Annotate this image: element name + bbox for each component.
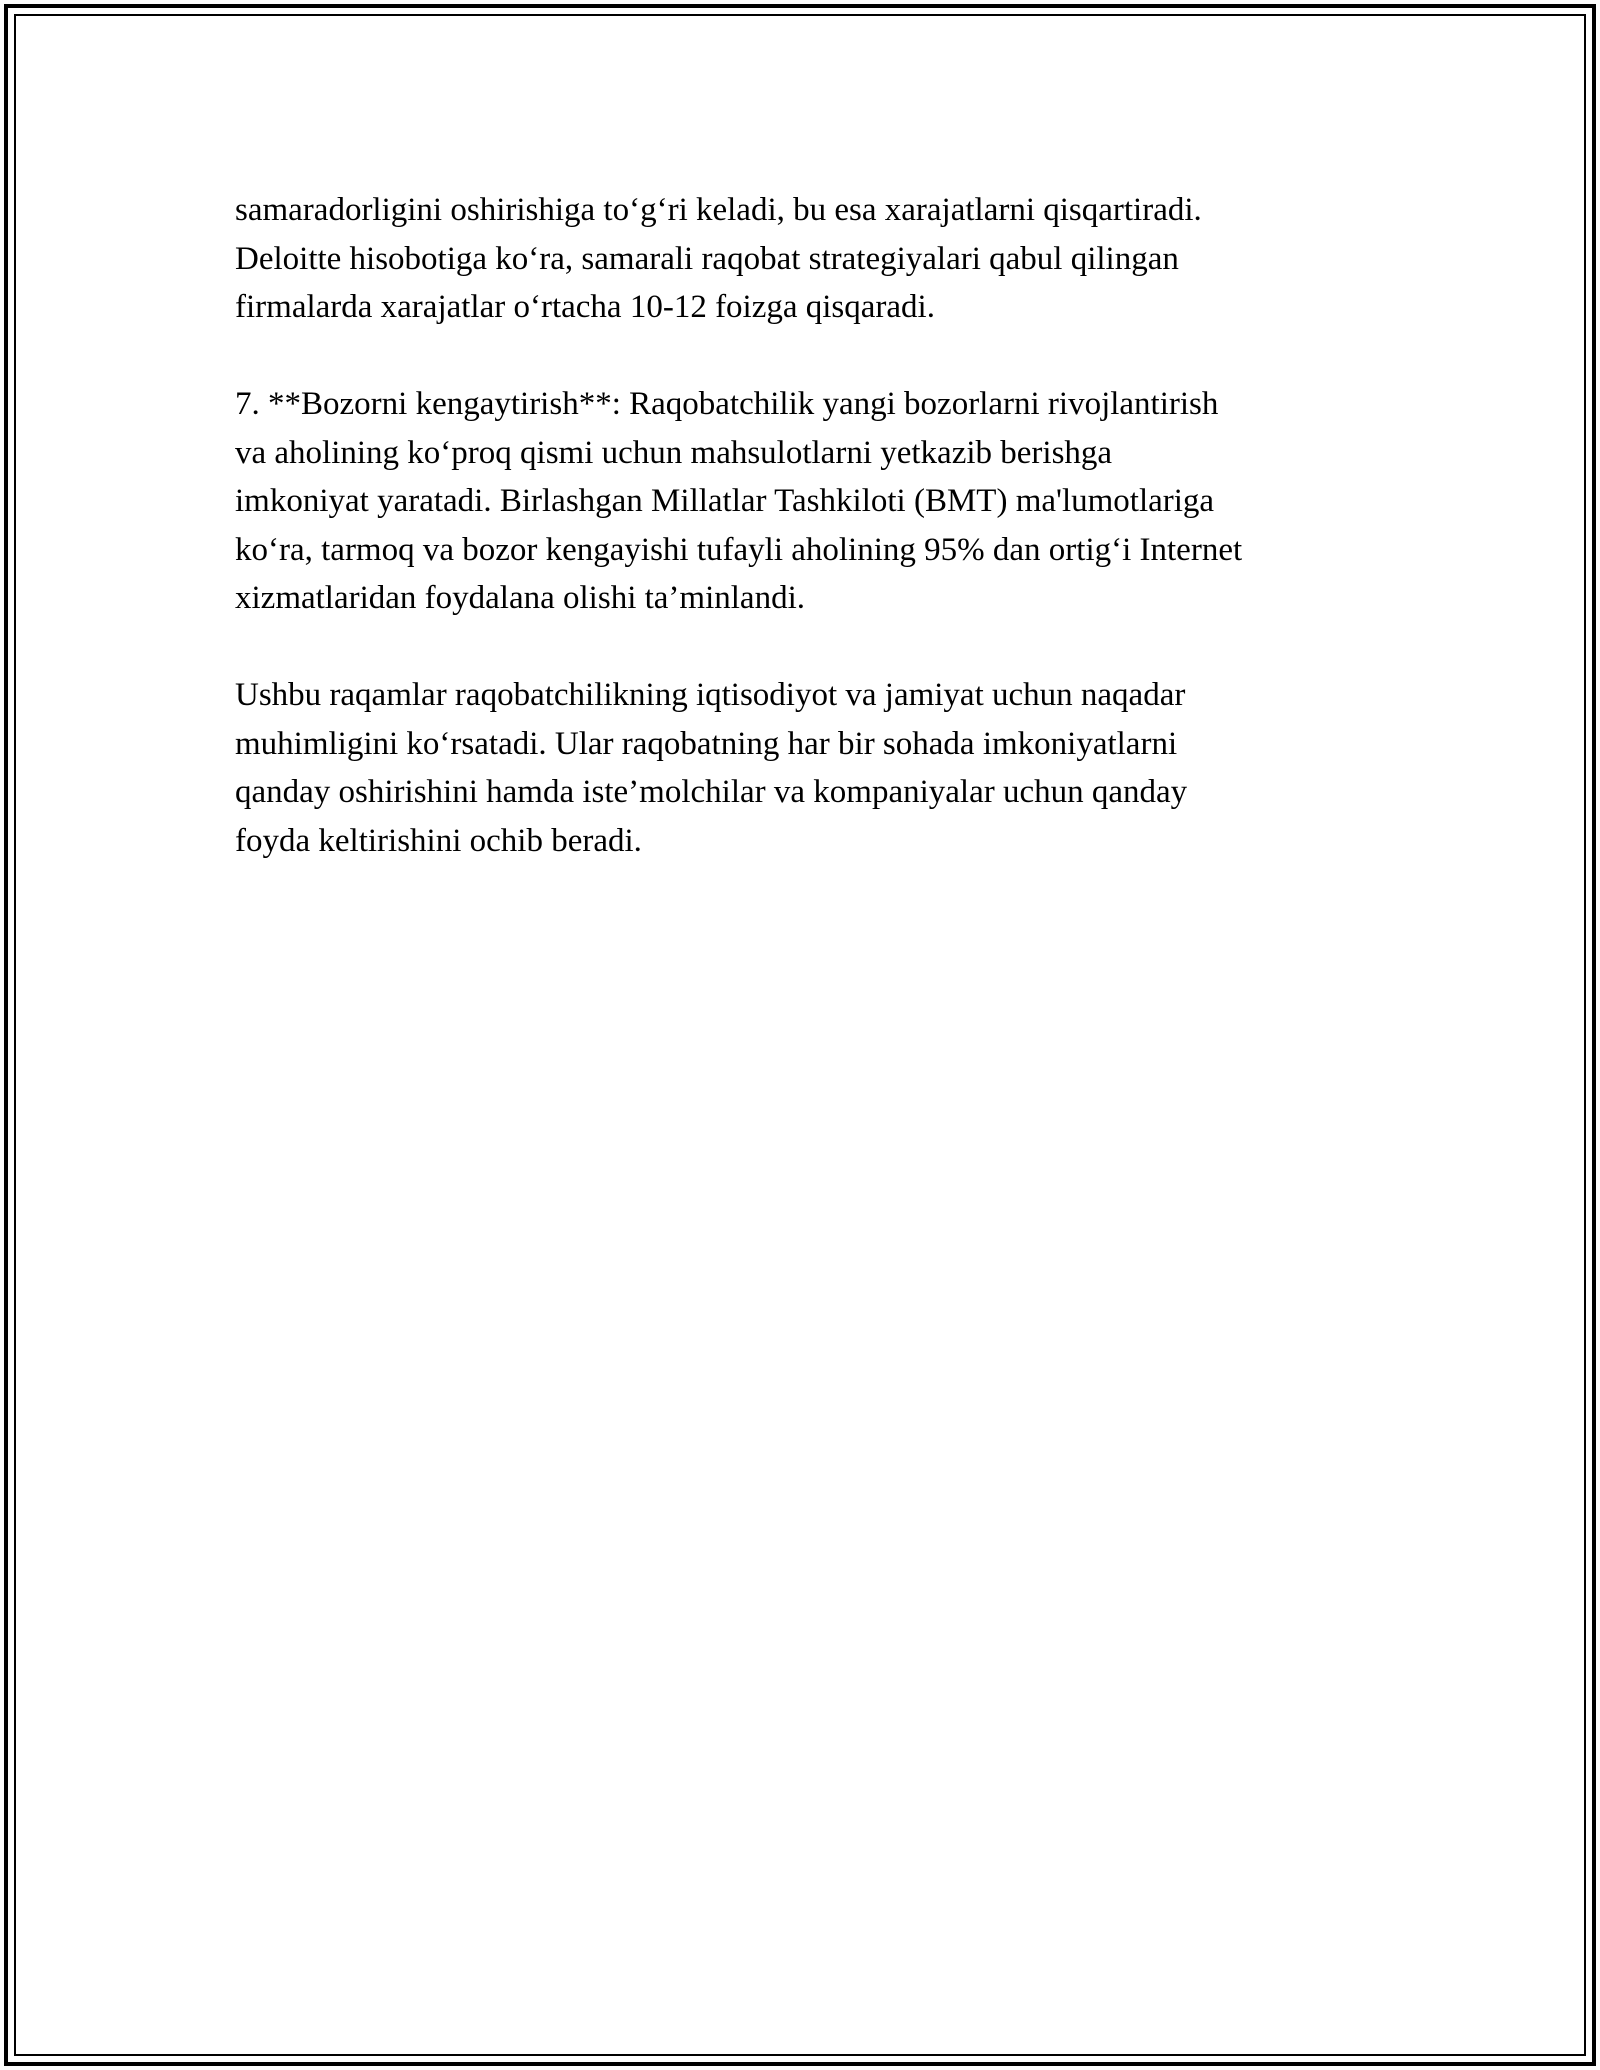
- paragraph-market-expansion: [235, 380, 1375, 623]
- paragraph-conclusion: [235, 671, 1375, 865]
- text-line: firmalarda xarajatlar o‘rtacha 10-12 foizga qisqaradi.: [235, 289, 935, 325]
- text-line: imkoniyat yaratadi. Birlashgan Millatlar Tashkiloti (BMT) ma'lumotlariga: [235, 483, 1215, 519]
- text-line: va aholining ko‘proq qismi uchun mahsulotlarni yetkazib berishga: [235, 434, 1113, 471]
- text-line: Deloitte hisobotiga ko‘ra, samarali raqobat strategiyalari qabul qilingan: [235, 240, 1179, 277]
- document-body: [235, 186, 1375, 914]
- text-line: Ushbu raqamlar raqobatchilikning iqtisodiyot va jamiyat uchun naqadar: [235, 677, 1186, 713]
- text-line: foyda keltirishini ochib beradi.: [235, 822, 642, 859]
- text-line: ko‘ra, tarmoq va bozor kengayishi tufayli aholining 95% dan ortig‘i Internet: [235, 531, 1243, 568]
- text-line: samaradorligini oshirishiga to‘g‘ri keladi, bu esa xarajatlarni qisqartiradi.: [235, 192, 1202, 228]
- text-line: xizmatlaridan foydalana olishi ta’minlandi.: [235, 580, 805, 616]
- text-line: muhimligini ko‘rsatadi. Ular raqobatning har bir sohada imkoniyatlarni: [235, 725, 1178, 762]
- text-line: 7. **Bozorni kengaytirish**: Raqobatchilik yangi bozorlarni rivojlantirish: [235, 386, 1219, 422]
- paragraph-cost-reduction: [235, 186, 1375, 332]
- text-line: qanday oshirishini hamda iste’molchilar va kompaniyalar uchun qanday: [235, 774, 1188, 810]
